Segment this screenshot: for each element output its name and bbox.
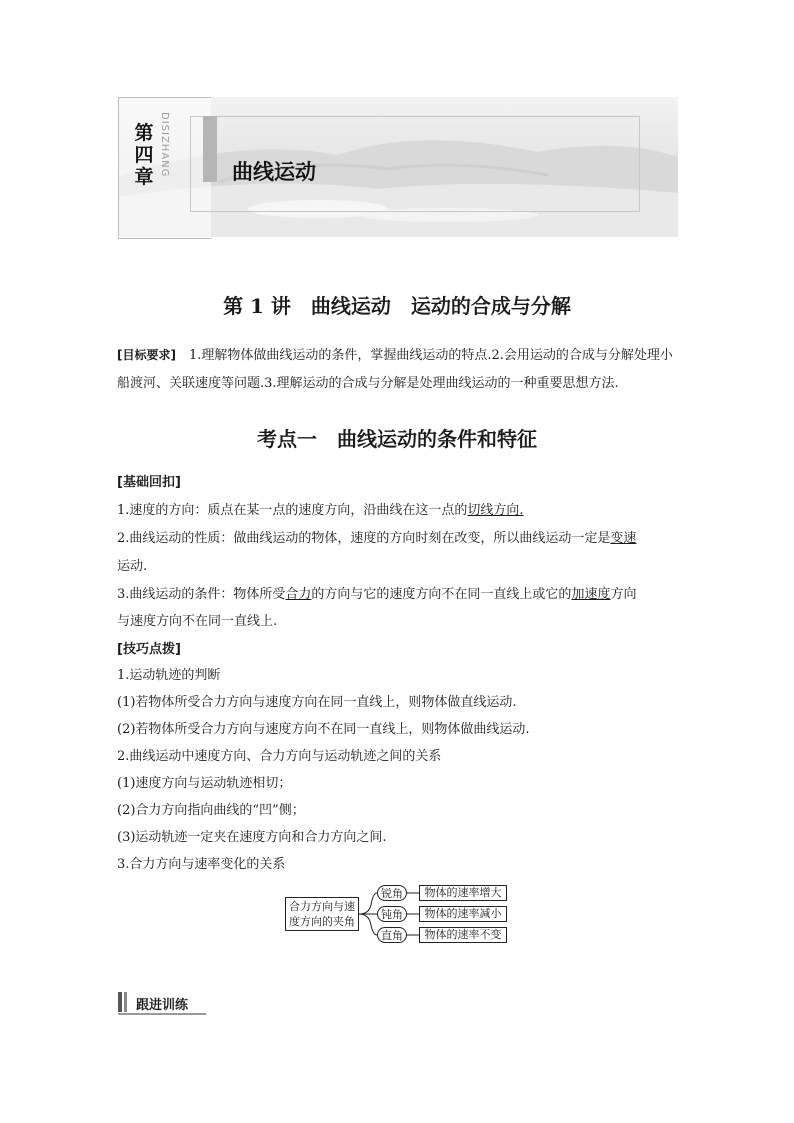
tips-line: (2)若物体所受合力方向与速度方向不在同一直线上，则物体做曲线运动. <box>117 722 530 737</box>
speed-decrease-box: 物体的速率减小 <box>419 906 507 922</box>
tips-line: 1.运动轨迹的判断 <box>117 668 221 683</box>
basics-item-2-underlined: 变速 <box>610 531 637 546</box>
section-title: 考点一 曲线运动的条件和特征 <box>257 427 537 451</box>
speed-increase-box: 物体的速率增大 <box>419 885 507 901</box>
basics-item-3-mid: 的方向与它的速度方向不在同一直线上或它的 <box>311 587 572 602</box>
basics-item-3-post: 方向 <box>610 587 637 602</box>
title-accent-bar <box>203 116 217 182</box>
basics-item-1-text: 1.速度的方向：质点在某一点的速度方向，沿曲线在这一点的 <box>117 503 468 518</box>
follow-bar-mark-2 <box>124 992 127 1012</box>
basics-item-2-continued: 运动. <box>117 559 148 574</box>
basics-item-3 <box>117 583 636 602</box>
objective-tag: [目标要求] <box>117 348 176 362</box>
basics-tag: [基础回扣] <box>117 475 181 490</box>
chapter-char-1: 第 <box>134 122 154 144</box>
angle-main-line-2: 度方向的夹角 <box>289 915 355 928</box>
chapter-title: 曲线运动 <box>232 160 316 184</box>
tips-line: (1)速度方向与运动轨迹相切； <box>117 776 292 791</box>
basics-item-1-underlined: 切线方向. <box>467 503 524 518</box>
tips-tag: [技巧点拨] <box>117 642 181 657</box>
angle-speed-diagram <box>285 883 515 945</box>
tips-line: 3.合力方向与速率变化的关系 <box>117 857 286 872</box>
right-angle-oval: 直角 <box>377 927 407 943</box>
basics-item-2 <box>117 527 636 546</box>
chapter-char-3: 章 <box>134 166 154 188</box>
acute-angle-oval: 锐角 <box>377 885 407 901</box>
follow-training-underline <box>118 1013 206 1015</box>
obtuse-angle-oval: 钝角 <box>377 906 407 922</box>
angle-main-box <box>285 897 359 931</box>
tips-line: (1)若物体所受合力方向与速度方向在同一直线上，则物体做直线运动. <box>117 695 517 710</box>
tips-line: (2)合力方向指向曲线的“凹”侧； <box>117 803 305 818</box>
basics-item-3-underlined-2: 加速度 <box>571 587 611 602</box>
basics-item-2-text: 2.曲线运动的性质：做曲线运动的物体，速度的方向时刻在改变，所以曲线运动一定是 <box>117 531 611 546</box>
chapter-char-2: 四 <box>134 144 154 166</box>
speed-constant-box: 物体的速率不变 <box>419 927 507 943</box>
lecture-title: 第 1 讲 曲线运动 运动的合成与分解 <box>223 294 571 318</box>
tips-line: 2.曲线运动中速度方向、合力方向与运动轨迹之间的关系 <box>117 749 442 764</box>
basics-item-3-continued: 与速度方向不在同一直线上. <box>117 614 278 629</box>
objective-text: 1.理解物体做曲线运动的条件，掌握曲线运动的特点.2.会用运动的合成与分解处理小船渡河、关联速度等问题.3.理解运动的合成与分解是处理曲线运动的一种重要思想方法. <box>117 348 673 391</box>
basics-item-3-underlined-1: 合力 <box>285 587 312 602</box>
basics-item-1 <box>117 499 524 518</box>
angle-main-line-1: 合力方向与速 <box>289 900 355 913</box>
basics-item-3-text: 3.曲线运动的条件：物体所受 <box>117 587 286 602</box>
follow-training-label: 跟进训练 <box>136 998 189 1013</box>
tips-line: (3)运动轨迹一定夹在速度方向和合力方向之间. <box>117 830 387 845</box>
follow-training-header <box>118 992 206 1014</box>
objective-paragraph <box>117 341 679 398</box>
chapter-pinyin: DISIZHANG <box>159 112 170 178</box>
follow-bar-mark-1 <box>118 992 122 1012</box>
